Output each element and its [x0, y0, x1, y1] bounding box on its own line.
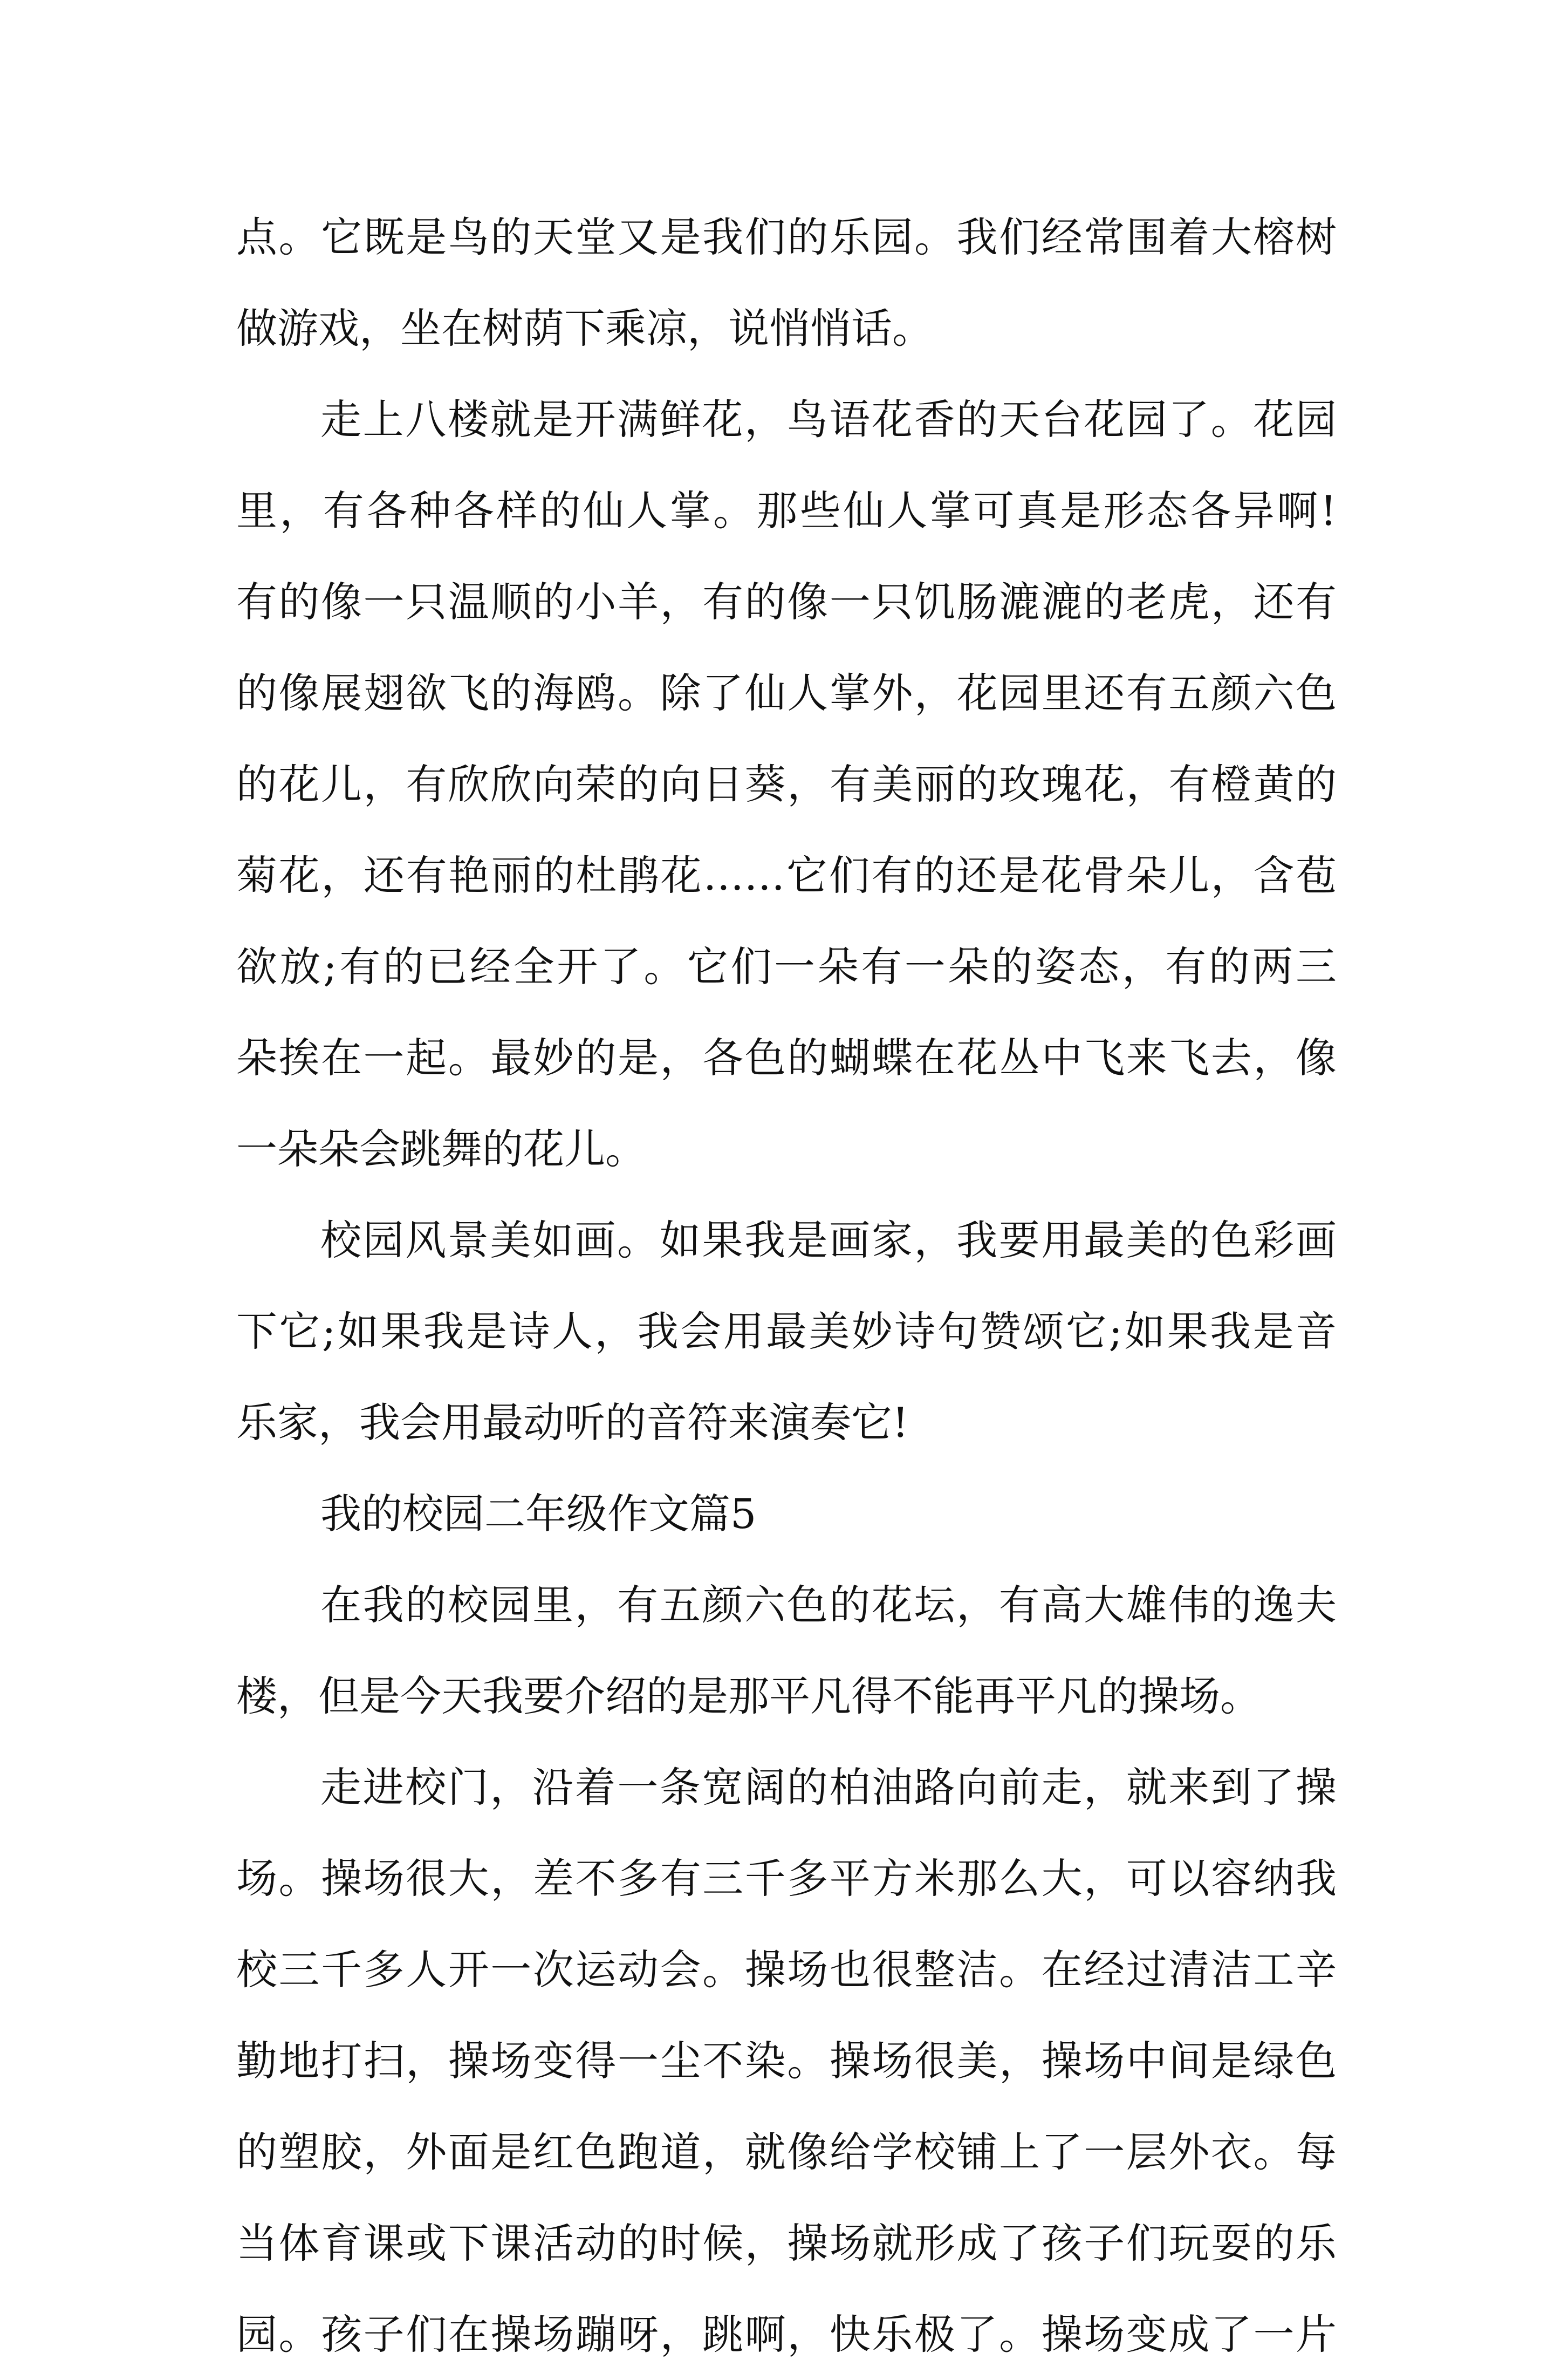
text-line: 走进校门，沿着一条宽阔的柏油路向前走，就来到了操	[320, 1763, 1337, 1811]
text-line: 楼，但是今天我要介绍的是那平凡得不能再平凡的操场。	[236, 1672, 1261, 1720]
text-line: 欲放;有的已经全开了。它们一朵有一朵的姿态，有的两三	[236, 943, 1337, 991]
text-line: 下它;如果我是诗人，我会用最美妙诗句赞颂它;如果我是音	[236, 1307, 1337, 1355]
paragraph	[236, 1195, 1337, 1468]
text-line: 的塑胶，外面是红色跑道，就像给学校铺上了一层外衣。每	[236, 2128, 1337, 2176]
paragraph	[236, 1559, 1337, 1742]
text-line: 菊花，还有艳丽的杜鹃花……它们有的还是花骨朵儿，含苞	[236, 851, 1337, 899]
heading-text: 我的校园二年级作文篇5	[320, 1490, 757, 1538]
text-line: 场。操场很大，差不多有三千多平方米那么大，可以容纳我	[236, 1854, 1337, 1902]
text-line: 乐家，我会用最动听的音符来演奏它!	[236, 1399, 909, 1447]
text-line: 里，有各种各样的仙人掌。那些仙人掌可真是形态各异啊!	[236, 487, 1337, 535]
text-line: 勤地打扫，操场变得一尘不染。操场很美，操场中间是绿色	[236, 2037, 1337, 2085]
text-line: 在我的校园里，有五颜六色的花坛，有高大雄伟的逸夫	[320, 1581, 1337, 1629]
text-line: 当体育课或下课活动的时候，操场就形成了孩子们玩耍的乐	[236, 2219, 1337, 2267]
text-line: 一朵朵会跳舞的花儿。	[236, 1125, 646, 1173]
text-line: 走上八楼就是开满鲜花，鸟语花香的天台花园了。花园	[320, 395, 1337, 444]
paragraph	[236, 192, 1337, 374]
text-line: 校三千多人开一次运动会。操场也很整洁。在经过清洁工辛	[236, 1946, 1337, 1994]
document-page	[236, 192, 1337, 2380]
paragraph	[236, 374, 1337, 1195]
text-line: 校园风景美如画。如果我是画家，我要用最美的色彩画	[320, 1216, 1337, 1264]
section-heading	[236, 1468, 1337, 1559]
text-line: 的像展翅欲飞的海鸥。除了仙人掌外，花园里还有五颜六色	[236, 669, 1337, 717]
text-line: 园。孩子们在操场蹦呀，跳啊，快乐极了。操场变成了一片	[236, 2310, 1337, 2358]
text-line: 的花儿，有欣欣向荣的向日葵，有美丽的玫瑰花，有橙黄的	[236, 760, 1337, 808]
text-line: 点。它既是鸟的天堂又是我们的乐园。我们经常围着大榕树	[236, 213, 1337, 261]
text-line: 做游戏，坐在树荫下乘凉，说悄悄话。	[236, 304, 933, 352]
text-line: 有的像一只温顺的小羊，有的像一只饥肠漉漉的老虎，还有	[236, 578, 1337, 626]
text-line: 朵挨在一起。最妙的是，各色的蝴蝶在花丛中飞来飞去，像	[236, 1034, 1337, 1082]
paragraph	[236, 1742, 1337, 2380]
